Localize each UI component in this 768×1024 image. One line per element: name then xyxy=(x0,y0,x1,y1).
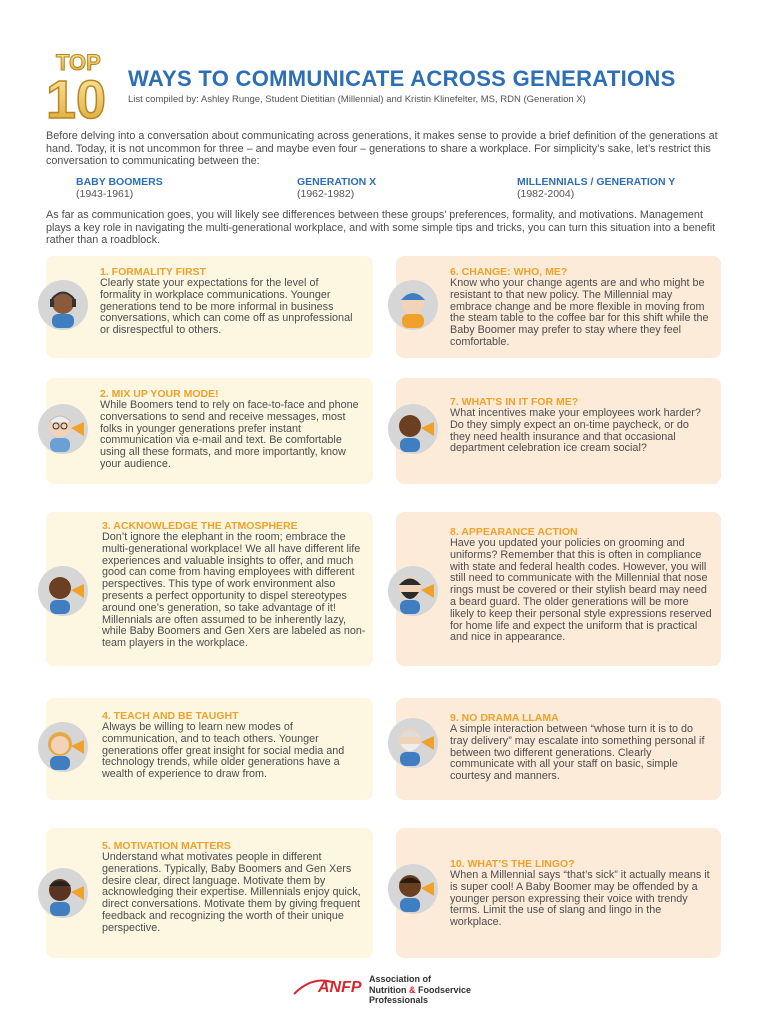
tip-body: When a Millennial says “that’s sick” it actually means it is super cool! A Baby Boomer may be offended by a younger person expressing their voice with trendy terms. Limit the use of slang and lingo in the workplace. xyxy=(450,869,710,929)
tip-title: 7. WHAT’S IN IT FOR ME? xyxy=(450,396,579,408)
anfp-logo xyxy=(292,972,364,998)
tip-card-6 xyxy=(396,256,721,358)
generation-years: (1943-1961) xyxy=(76,188,134,200)
tip-body: Have you updated your policies on grooming and uniforms? Remember that this is often in compliance with state and federal health codes. However, you will still need to communicate with the Millennial that nose rings must be covered or their stylish beard may need a beard guard. The older generations will be more likely to keep their personal style expressions reserved for home life and expect the uniform that is practical and nice in appearance. xyxy=(450,537,712,644)
page-title: WAYS TO COMMUNICATE ACROSS GENERATIONS xyxy=(128,66,676,91)
intro-paragraph: Before delving into a conversation about communicating across generations, it makes sense to provide a brief definition of the generations at hand. Today, it is not uncommon for three – and maybe even four – generations to share a workplace. For simplicity’s sake, let’s restrict this conversation to communicating between the: xyxy=(46,130,718,167)
tip-title: 1. FORMALITY FIRST xyxy=(100,266,206,278)
tip-body: Don’t ignore the elephant in the room; embrace the multi-generational workplace! We all have different life experiences and valuable insights to offer, and much good can come from having employees with different perspectives. This type of work environment also presents a perfect opportunity to dispel stereotypes around one’s generation, so take advantage of it! Millennials are often assumed to be inherently lazy, while Baby Boomers and Gen Xers are labeled as non-team players in the workplace. xyxy=(102,531,366,650)
generation-baby-boomers xyxy=(76,176,163,200)
tip-body: A simple interaction between “whose turn it is to do tray delivery” may escalate into something personal if between two different generations. Clearly communicate with all your staff on basic, simple courtesy and manners. xyxy=(450,723,705,783)
tip-body: While Boomers tend to rely on face-to-face and phone conversations to send and receive messages, most folks in younger generations prefer instant communication via e-mail and text. Be comfortable using all these formats, and more importantly, know your audience. xyxy=(100,399,359,470)
person-with-cap-icon xyxy=(388,280,438,330)
person-with-beard-megaphone-icon xyxy=(388,566,438,616)
intro-paragraph-2: As far as communication goes, you will likely see differences between these groups’ preferences, formality, and motivations. Management plays a key role in navigating the multi-generational workplace, and with some simple tips and tricks, you can turn this situation into a benefit rather than a roadblock. xyxy=(46,209,716,246)
person-with-megaphone-icon xyxy=(388,404,438,454)
org-name xyxy=(369,974,471,1006)
generation-label: BABY BOOMERS xyxy=(76,176,163,188)
tip-title: 10. WHAT’S THE LINGO? xyxy=(450,858,575,870)
person-with-glasses-megaphone-icon xyxy=(38,404,88,454)
tip-body: What incentives make your employees work harder? Do they simply expect an on-time paycheck, or do they need health insurance and that occasional department celebration ice cream social? xyxy=(450,407,701,455)
person-with-megaphone-icon xyxy=(38,566,88,616)
generation-years: (1982-2004) xyxy=(517,188,575,200)
person-with-megaphone-icon xyxy=(38,868,88,918)
tip-card-9 xyxy=(396,698,721,800)
tip-title: 4. TEACH AND BE TAUGHT xyxy=(102,710,239,722)
tip-card-2 xyxy=(46,378,373,484)
tip-card-10 xyxy=(396,828,721,958)
svg-text:TOP: TOP xyxy=(56,50,101,75)
svg-text:10: 10 xyxy=(46,70,107,122)
older-person-megaphone-icon xyxy=(388,718,438,768)
tip-title: 3. ACKNOWLEDGE THE ATMOSPHERE xyxy=(102,520,298,532)
tip-card-4 xyxy=(46,698,373,800)
tip-title: 6. CHANGE: WHO, ME? xyxy=(450,266,568,278)
tip-title: 5. MOTIVATION MATTERS xyxy=(102,840,231,852)
tip-card-3 xyxy=(46,512,373,666)
page-subtitle: List compiled by: Ashley Runge, Student Dietitian (Millennial) and Kristin Klinefelter, MS, RDN (Generation X) xyxy=(128,94,586,105)
tip-body: Understand what motivates people in different generations. Typically, Baby Boomers and Gen Xers desire clear, direct language. Motivate them by acknowledging their expertise. Millennials enjoy quick, direct conversations. Motivate them by giving frequent feedback and recognizing the worth of their unique perspective. xyxy=(102,851,361,934)
org-line-2: Nutrition & Foodservice xyxy=(369,984,472,995)
tip-title: 9. NO DRAMA LLAMA xyxy=(450,712,559,724)
tip-card-8 xyxy=(396,512,721,666)
tip-card-5 xyxy=(46,828,373,958)
tip-body: Clearly state your expectations for the level of formality in workplace communications. Younger generations tend to be more informal in business conversations, which can come off as unprofessional or disrespectful to others. xyxy=(100,277,353,337)
generation-x xyxy=(297,176,376,200)
tip-body: Know who your change agents are and who might be resistant to that new policy. The Millennial may embrace change and be more flexible in moving from the steam table to the coffee bar for this shift while the Baby Boomer may prefer to stay where they feel comfortable. xyxy=(450,277,709,348)
generation-label: GENERATION X xyxy=(297,176,377,188)
generation-millennials xyxy=(517,176,675,200)
top-10-badge xyxy=(44,44,120,122)
org-line-3: Professionals xyxy=(369,995,429,1005)
person-with-headset-icon xyxy=(38,280,88,330)
woman-with-megaphone-icon xyxy=(38,722,88,772)
tip-body: Always be willing to learn new modes of communication, and to teach others. Younger generations offer great insight for social media and technology trends, while older generations have a wealth of experience to draw from. xyxy=(102,721,345,781)
generation-years: (1962-1982) xyxy=(297,188,355,200)
person-with-megaphone-icon xyxy=(388,864,438,914)
generation-label: MILLENNIALS / GENERATION Y xyxy=(517,176,676,188)
tip-title: 8. APPEARANCE ACTION xyxy=(450,526,578,538)
tip-card-1 xyxy=(46,256,373,358)
logo-text: ANFP xyxy=(318,979,362,996)
tip-card-7 xyxy=(396,378,721,484)
tip-title: 2. MIX UP YOUR MODE! xyxy=(100,388,219,400)
org-line-1: Association of xyxy=(369,974,432,984)
